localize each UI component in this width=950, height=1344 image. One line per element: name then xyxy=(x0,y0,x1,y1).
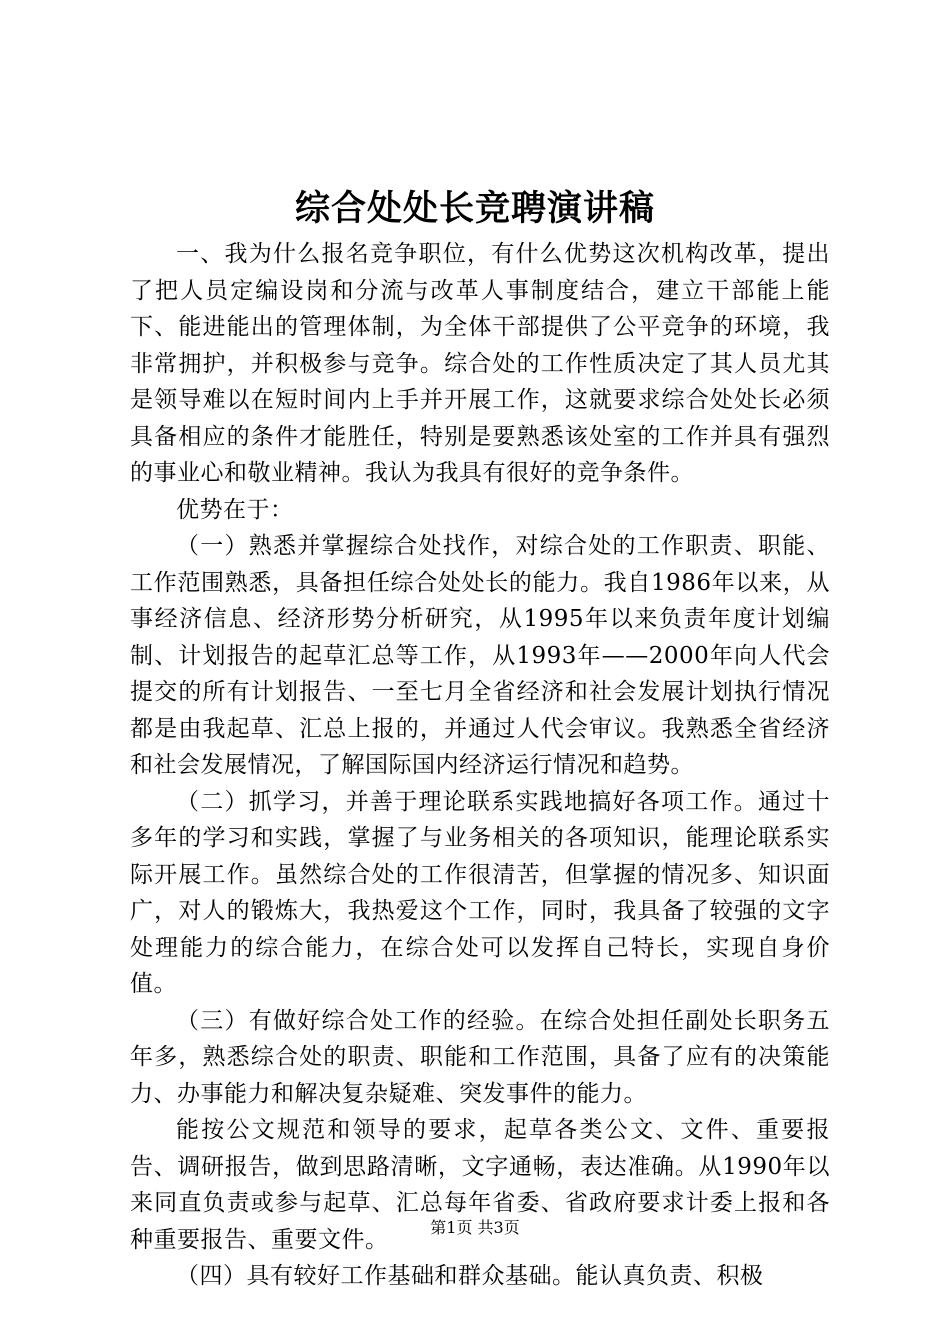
paragraph-advantages-heading: 优势在于： xyxy=(176,496,294,523)
paragraph-advantage-4: （四）具有较好工作基础和群众基础。能认真负责、积极 xyxy=(176,1263,764,1289)
paragraph-advantage-3: （三）有做好综合处工作的经验。在综合处担任副处长职务五年多，熟悉综合处的职责、职能和工作范围，具备了应有的决策能力、办事能力和解决复杂疑难、突发事件的能力。 xyxy=(130,1007,830,1107)
paragraph-writing-ability: 能按公文规范和领导的要求，起草各类公文、文件、重要报告、调研报告，做到思路清晰，文字通畅，表达准确。从1990年以来同直负责或参与起草、汇总每年省委、省政府要求计委上报和各种重要报告、重要文件。 xyxy=(130,1117,830,1253)
page-footer: 第1页 共3页 xyxy=(430,1218,520,1237)
document-title: 综合处处长竞聘演讲稿 xyxy=(294,188,655,229)
paragraph-advantage-2: （二）抓学习，并善于理论联系实践地搞好各项工作。通过十多年的学习和实践，掌握了与业务相关的各项知识，能理论联系实际开展工作。虽然综合处的工作很清苦，但掌握的情况多、知识面广，对人的锻炼大，我热爱这个工作，同时，我具备了较强的文字处理能力的综合能力，在综合处可以发挥自己特长，实现自身价值。 xyxy=(130,788,830,997)
paragraph-intro: 一、我为什么报名竞争职位，有什么优势这次机构改革，提出了把人员定编设岗和分流与改革人事制度结合，建立干部能上能下、能进能出的管理体制，为全体干部提供了公平竞争的环境，我非常拥护，并积极参与竞争。综合处的工作性质决定了其人员尤其是领导难以在短时间内上手并开展工作，这就要求综合处处长必须具备相应的条件才能胜任，特别是要熟悉该处室的工作并具有强烈的事业心和敬业精神。我认为我具有很好的竞争条件。 xyxy=(130,241,830,486)
paragraph-advantage-1: （一）熟悉并掌握综合处找作，对综合处的工作职责、职能、工作范围熟悉，具备担任综合处处长的能力。我自1986年以来，从事经济信息、经济形势分析研究，从1995年以来负责年度计划编制、计划报告的起草汇总等工作，从1993年——2000年向人代会提交的所有计划报告、一至七月全省经济和社会发展计划执行情况都是由我起草、汇总上报的，并通过人代会审议。我熟悉全省经济和社会发展情况，了解国际国内经济运行情况和趋势。 xyxy=(130,533,830,778)
document-body xyxy=(130,236,830,1295)
